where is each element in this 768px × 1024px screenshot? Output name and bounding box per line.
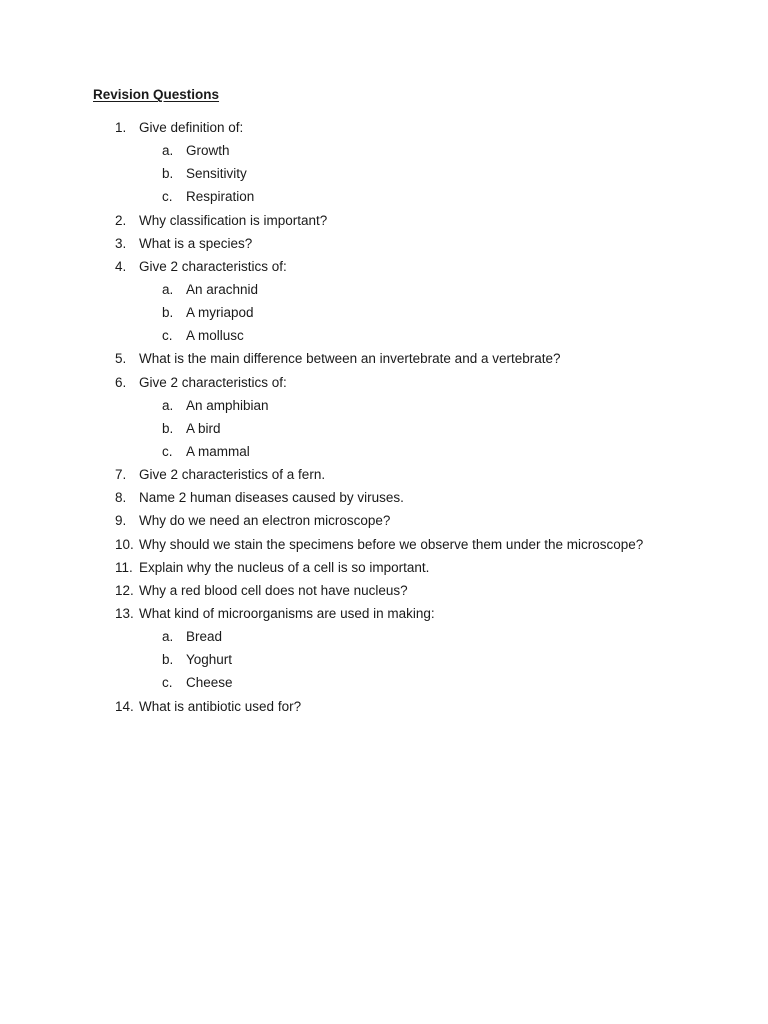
question-item [0, 696, 768, 719]
sub-question-item [0, 395, 768, 418]
question-text: Give 2 characteristics of: [139, 374, 287, 390]
question-item [0, 372, 768, 395]
sub-question-letter: b. [162, 166, 174, 182]
question-number: 1. [115, 120, 127, 135]
question-number: 3. [115, 235, 127, 251]
sub-question-item [0, 418, 768, 441]
sub-question-item [0, 302, 768, 325]
sub-question-item [0, 325, 768, 348]
question-text: What is antibiotic used for? [139, 698, 302, 714]
sub-question-letter: a. [162, 281, 174, 297]
sub-question-text: An amphibian [186, 397, 269, 413]
sub-question-letter: c. [162, 189, 173, 205]
sub-question-item [0, 626, 768, 649]
question-number: 2. [115, 212, 127, 228]
question-item [0, 603, 768, 626]
sub-question-text: Growth [186, 143, 230, 159]
question-text: What kind of microorganisms are used in making: [139, 605, 435, 621]
question-text: What is the main difference between an invertebrate and a vertebrate? [139, 351, 561, 367]
question-text: Give 2 characteristics of a fern. [139, 467, 326, 483]
question-number: 6. [115, 374, 127, 390]
question-text: Name 2 human diseases caused by viruses. [139, 490, 404, 506]
question-number: 10. [115, 536, 134, 552]
question-item [0, 580, 768, 603]
question-item [0, 210, 768, 233]
question-number: 5. [115, 351, 127, 367]
sub-question-item [0, 649, 768, 672]
question-item [0, 117, 768, 140]
question-item [0, 348, 768, 371]
question-item [0, 534, 768, 557]
sub-question-letter: a. [162, 629, 174, 645]
sub-question-item [0, 279, 768, 302]
question-number: 8. [115, 490, 127, 506]
sub-question-letter: a. [162, 143, 174, 159]
sub-question-text: A myriapod [186, 305, 254, 321]
sub-question-item [0, 163, 768, 186]
question-item [0, 557, 768, 580]
question-text: What is a species? [139, 235, 253, 251]
question-number: 9. [115, 513, 127, 529]
question-text: Give definition of: [139, 120, 244, 135]
question-number: 14. [115, 698, 134, 714]
question-item [0, 256, 768, 279]
question-item [0, 464, 768, 487]
question-text: Why do we need an electron microscope? [139, 513, 391, 529]
sub-question-item [0, 672, 768, 695]
sub-question-text: An arachnid [186, 281, 259, 297]
sub-question-item [0, 140, 768, 163]
question-number: 13. [115, 605, 134, 621]
page-title: Revision Questions [93, 87, 220, 102]
sub-question-text: Sensitivity [186, 166, 247, 182]
sub-question-text: Respiration [186, 189, 255, 205]
sub-question-text: A mollusc [186, 328, 244, 344]
sub-question-letter: c. [162, 443, 173, 459]
sub-question-text: A mammal [186, 443, 250, 459]
sub-question-letter: b. [162, 420, 174, 436]
question-list [0, 117, 768, 719]
sub-question-letter: a. [162, 397, 174, 413]
question-item [0, 487, 768, 510]
sub-question-letter: c. [162, 675, 173, 691]
question-item [0, 510, 768, 533]
sub-question-item [0, 186, 768, 209]
question-number: 12. [115, 582, 134, 598]
question-text: Give 2 characteristics of: [139, 258, 287, 274]
question-text: Why should we stain the specimens before we observe them under the microscope? [139, 536, 644, 552]
question-number: 11. [115, 559, 133, 575]
question-text: Why classification is important? [139, 212, 328, 228]
question-number: 4. [115, 258, 127, 274]
sub-question-item [0, 441, 768, 464]
sub-question-text: Yoghurt [186, 652, 233, 668]
sub-question-letter: c. [162, 328, 173, 344]
question-text: Explain why the nucleus of a cell is so important. [139, 559, 430, 575]
question-number: 7. [115, 467, 127, 483]
question-text: Why a red blood cell does not have nucleus? [139, 582, 408, 598]
sub-question-text: A bird [186, 420, 221, 436]
sub-question-letter: b. [162, 652, 174, 668]
question-item [0, 233, 768, 256]
sub-question-letter: b. [162, 305, 174, 321]
sub-question-text: Cheese [186, 675, 233, 691]
sub-question-text: Bread [186, 629, 223, 645]
